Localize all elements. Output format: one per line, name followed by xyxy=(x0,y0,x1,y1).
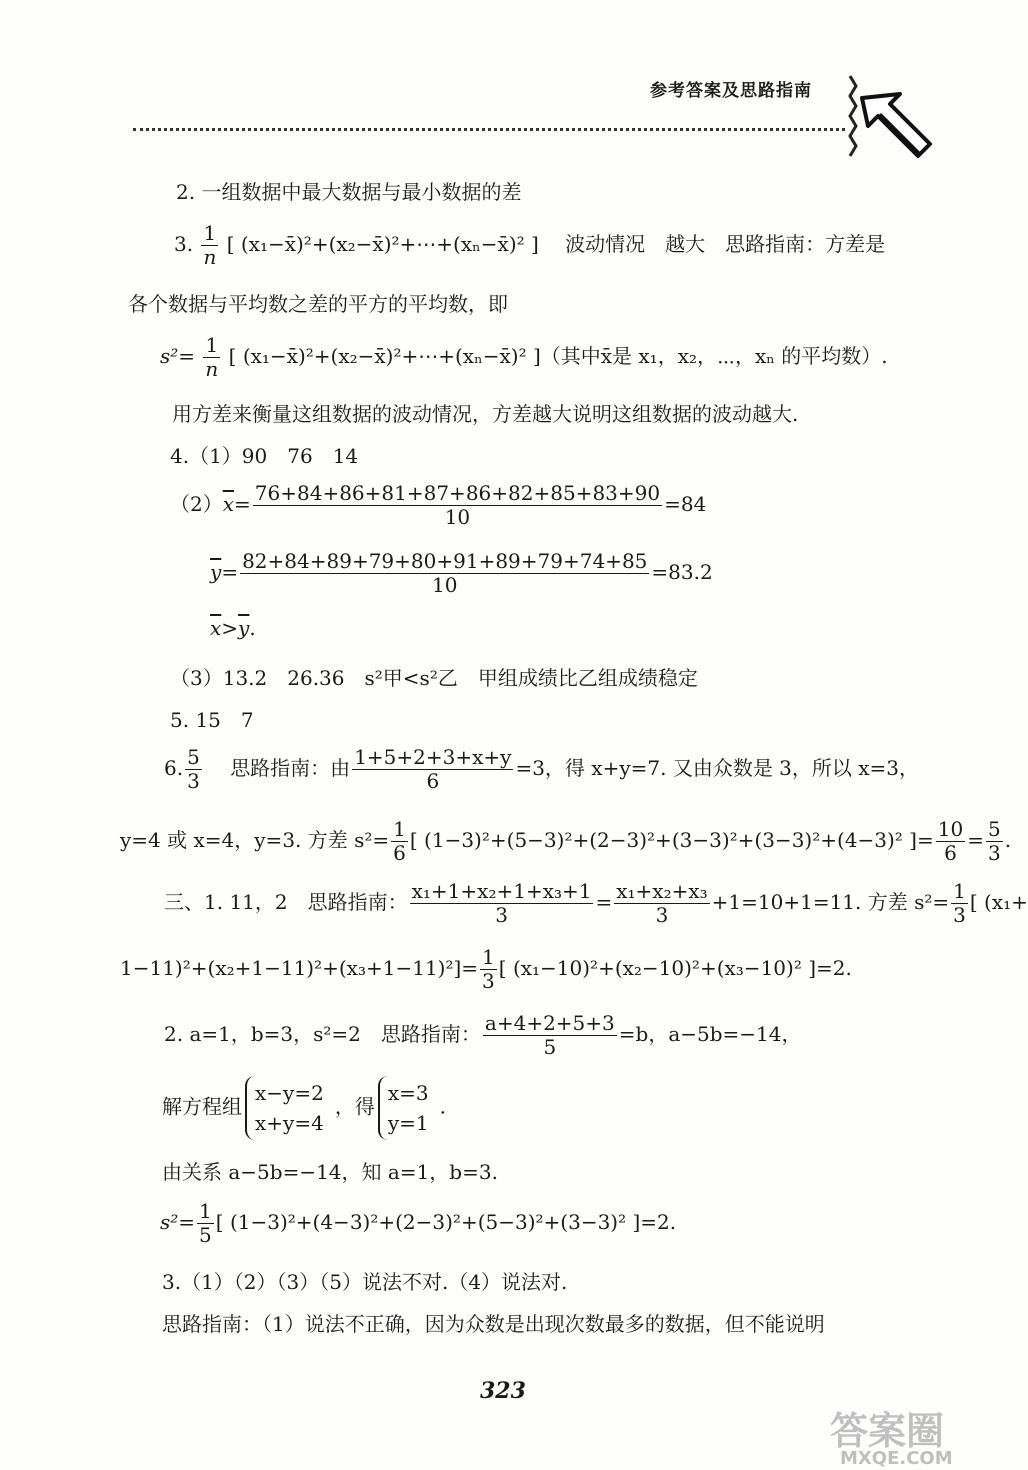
corner-arrow-icon xyxy=(838,68,938,168)
answer-item-3-line4: 用方差来衡量这组数据的波动情况，方差越大说明这组数据的波动越大. xyxy=(172,402,799,426)
answer-item-6-line2: y=4 或 x=4，y=3. 方差 s²= $\frac{1}{6}$ [ (1−3)²+(5−3)²+(2−3)²+(3−3)²+(3−3)²+(4−3)² ]= $\frac{10}{6}$ = $\frac{5}{3}$ . xyxy=(120,817,1012,865)
header-dotted-rule xyxy=(133,128,845,131)
section3-item-1-line2: 1−11)²+(x₂+1−11)²+(x₃+1−11)²]= $\frac{1}{3}$ [ (x₁−10)²+(x₂−10)²+(x₃−10)² ]=2. xyxy=(120,945,852,993)
mean-comparison: $\overline{x}>\overline{y}$. xyxy=(210,616,256,640)
page-number: 323 xyxy=(480,1378,526,1404)
watermark-url: MXQE.COM xyxy=(840,1448,953,1469)
answer-item-3: 3. $\frac{1}{n}$ [ (x₁−x̄)²+(x₂−x̄)²+⋯+(xₙ−x̄)² ] 波动情况 越大 思路指南：方差是 xyxy=(174,221,886,269)
watermark-logo: 答案圈 xyxy=(830,1409,945,1453)
answer-item-4-3: （3）13.2 26.36 s²甲<s²乙 甲组成绩比乙组成绩稳定 xyxy=(170,666,698,690)
answer-item-5: 5. 15 7 xyxy=(170,708,254,732)
equation-system: 解方程组x−y=2 x+y=4，得x=3 y=1. xyxy=(162,1076,446,1140)
answer-item-2: 2. 一组数据中最大数据与最小数据的差 xyxy=(176,180,522,204)
mean-y-formula: $\overline{y}=$ $\frac{82+84+89+79+80+91+89+79+74+85}{10}$ =83.2 xyxy=(210,549,713,597)
mean-x-formula: $(2)\overline{x}=$ $\frac{76+84+86+81+87+86+82+85+83+90}{10}$ =84 xyxy=(170,481,707,529)
answer-item-6: 6. $\frac{5}{3}$ 思路指南：由 $\frac{1+5+2+3+x+y}{6}$ =3，得 x+y=7. 又由众数是 3，所以 x=3， xyxy=(164,745,920,793)
section3-item-2-relation: 由关系 a−5b=−14，知 a=1，b=3. xyxy=(162,1160,498,1184)
section3-item-2-variance: s²= $\frac{1}{5}$ [ (1−3)²+(4−3)²+(2−3)²+(5−3)²+(3−3)² ]=2. xyxy=(160,1199,677,1247)
section3-item-3-guide: 思路指南：（1）说法不正确，因为众数是出现次数最多的数据，但不能说明 xyxy=(162,1312,825,1336)
answer-item-3-line2: 各个数据与平均数之差的平方的平均数，即 xyxy=(128,292,508,316)
variance-formula: s²= $\frac{1}{n}$ [ (x₁−x̄)²+(x₂−x̄)²+⋯+(xₙ−x̄)² ]（其中x̄是 x₁，x₂，⋯，xₙ 的平均数）. xyxy=(160,333,888,381)
running-header: 参考答案及思路指南 xyxy=(650,81,812,101)
section3-item-3: 3.（1）（2）（3）（5）说法不对.（4）说法对. xyxy=(162,1270,568,1294)
section3-item-1: 三、1. 11，2 思路指南： $\frac{\text{x₁+1+x₂+1+x₃+1}}{3}$ = $\frac{\text{x₁+x₂+x₃}}{3}$ +1=10+1=11. 方差 s²= $\frac{1}{3}$ [ (x₁+ xyxy=(164,879,1028,927)
answer-item-4-1: 4.（1）90 76 14 xyxy=(170,444,359,468)
section3-item-2: 2. a=1，b=3，s²=2 思路指南： $\frac{a+4+2+5+3}{5}$ =b，a−5b=−14， xyxy=(164,1011,802,1059)
